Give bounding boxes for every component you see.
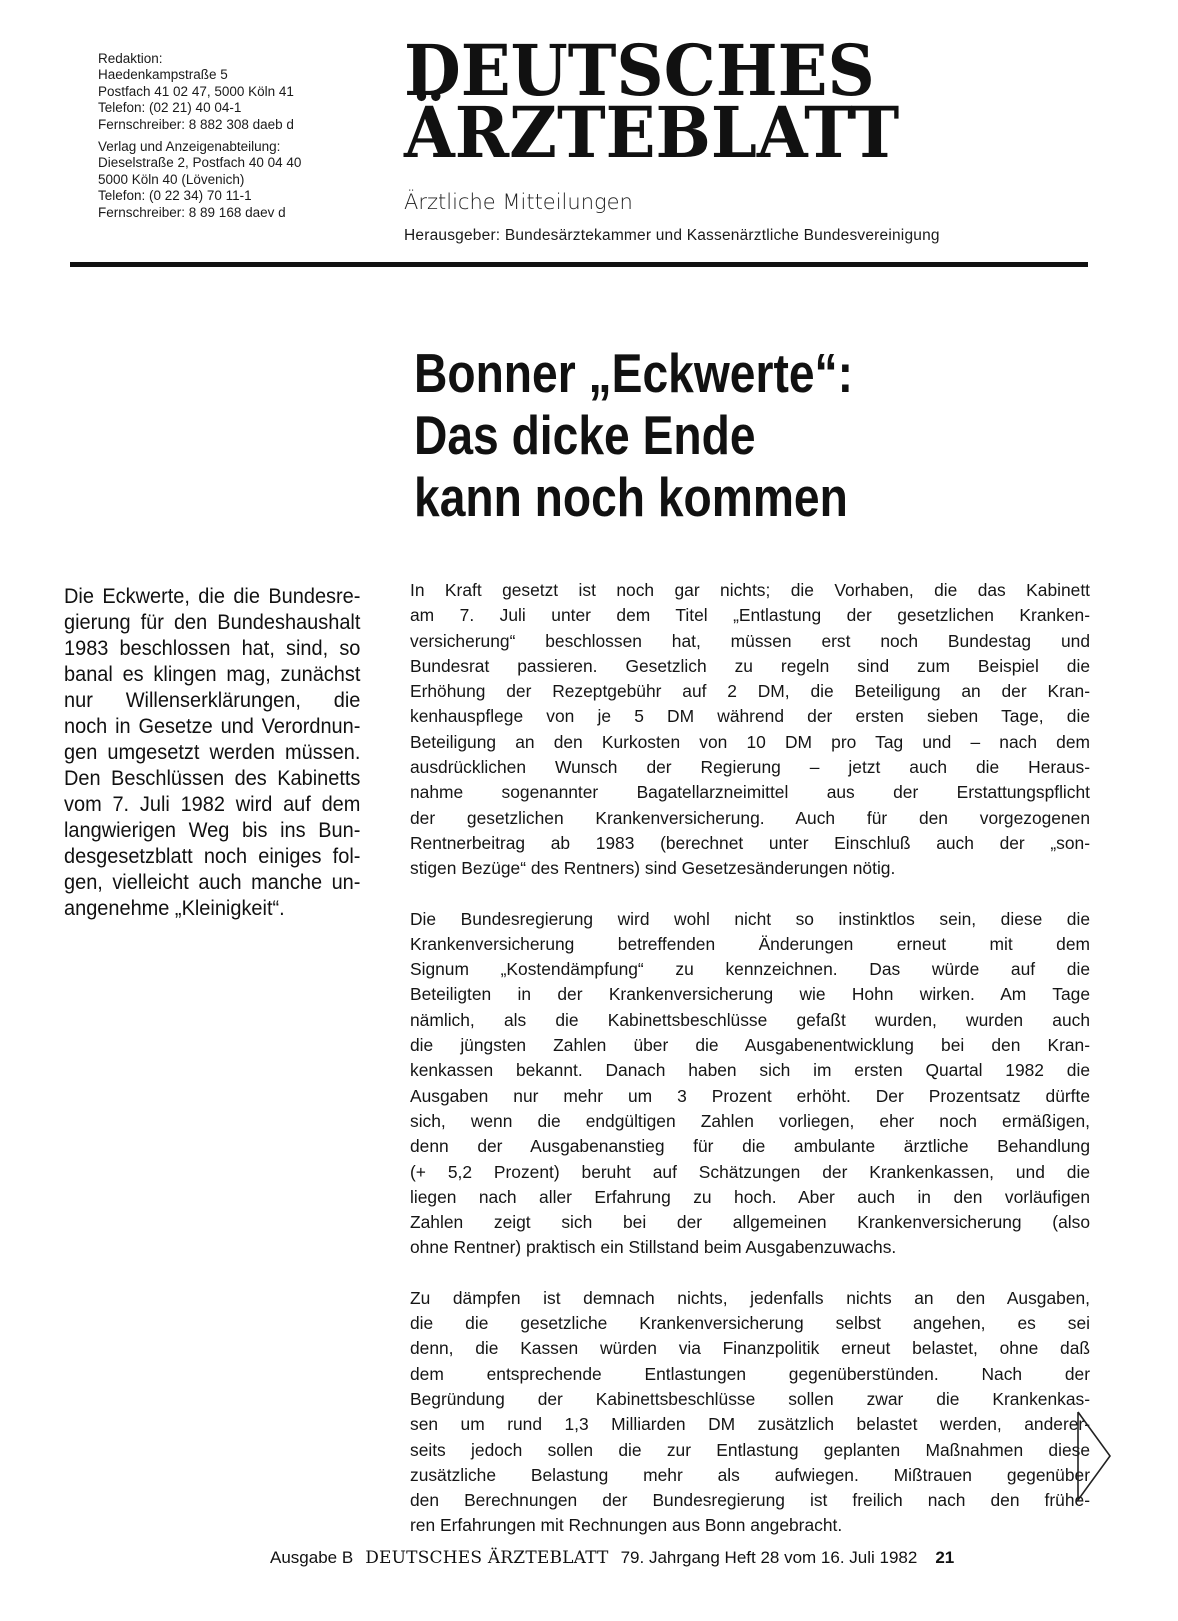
body-line: versicherung“ beschlossen hat, müssen erst noch Bundestag und bbox=[410, 630, 1090, 651]
lead-line: vom 7. Juli 1982 wird auf dem bbox=[64, 793, 361, 816]
masthead-title-line2: ÄRZTEBLATT bbox=[404, 91, 900, 174]
masthead-address bbox=[98, 51, 398, 221]
lead-line: banal es klingen mag, zunächst bbox=[64, 663, 361, 686]
lead-line: Den Beschlüssen des Kabinetts bbox=[64, 767, 361, 790]
lead-line: desgesetzblatt noch einiges fol- bbox=[64, 845, 361, 868]
lead-line: gierung für den Bundeshaushalt bbox=[64, 611, 361, 634]
continuation-arrow-icon bbox=[1076, 1410, 1112, 1502]
body-line: nämlich, als die Kabinettsbeschlüsse gefaßt wurden, wurden auch bbox=[410, 1009, 1090, 1030]
body-line: die jüngsten Zahlen über die Ausgabenentwicklung bei den Kran- bbox=[410, 1035, 1090, 1056]
footer-magazine: DEUTSCHES ÄRZTEBLATT bbox=[365, 1548, 609, 1568]
body-line: ren Erfahrungen mit Rechnungen aus Bonn angebracht. bbox=[410, 1515, 843, 1536]
address-line: Fernschreiber: 8 882 308 daeb d bbox=[98, 116, 294, 132]
body-paragraph bbox=[410, 578, 1090, 882]
article-lead bbox=[64, 584, 360, 922]
lead-line: Die Eckwerte, die die Bundesre- bbox=[64, 585, 361, 608]
masthead-publisher: Herausgeber: Bundesärztekammer und Kassenärztliche Bundesvereinigung bbox=[404, 227, 940, 244]
headline-line: Das dicke Ende bbox=[414, 404, 756, 466]
masthead-title-line1: DEUTSCHES bbox=[404, 29, 875, 112]
body-line: Beteiligten in der Krankenversicherung wie Hohn wirken. Am Tage bbox=[410, 984, 1090, 1005]
body-line: Begründung der Kabinettsbeschlüsse sollen zwar die Krankenkas- bbox=[410, 1388, 1090, 1409]
body-line: Die Bundesregierung wird wohl nicht so instinktlos sein, diese die bbox=[410, 908, 1090, 929]
footer-issue: 79. Jahrgang Heft 28 vom 16. Juli 1982 bbox=[620, 1548, 918, 1567]
body-line: zusätzliche Belastung mehr als aufwiegen. Mißtrauen gegenüber bbox=[410, 1464, 1090, 1485]
lead-line: gen umgesetzt werden müssen. bbox=[64, 741, 361, 764]
body-line: In Kraft gesetzt ist noch gar nichts; die Vorhaben, die das Kabinett bbox=[410, 580, 1090, 600]
footer-edition: Ausgabe B bbox=[270, 1548, 354, 1567]
address-line: Telefon: (0 22 34) 70 11-1 bbox=[98, 188, 252, 204]
lead-line: angenehme „Kleinigkeit“. bbox=[64, 897, 285, 920]
address-line: Verlag und Anzeigenabteilung: bbox=[98, 139, 281, 155]
body-line: Erhöhung der Rezeptgebühr auf 2 DM, die Beteiligung an der Kran- bbox=[410, 681, 1090, 702]
masthead-rule bbox=[70, 262, 1088, 267]
body-line: ausdrücklichen Wunsch der Regierung – jetzt auch die Heraus- bbox=[410, 757, 1090, 778]
body-line: dem entsprechende Entlastungen gegenüberstünden. Nach der bbox=[410, 1363, 1090, 1384]
body-line: denn, die Kassen würden via Finanzpolitik erneut belastet, ohne daß bbox=[410, 1338, 1090, 1359]
body-line: kenkassen bekannt. Danach haben sich im ersten Quartal 1982 die bbox=[410, 1060, 1090, 1081]
masthead-title bbox=[404, 29, 1049, 174]
address-line: Telefon: (02 21) 40 04-1 bbox=[98, 100, 242, 116]
masthead-subtitle: Ärztliche Mitteilungen bbox=[404, 190, 633, 214]
body-line: stigen Bezüge“ des Rentners) sind Gesetzesänderungen nötig. bbox=[410, 858, 896, 879]
body-line: den Berechnungen der Bundesregierung ist freilich nach den frühe- bbox=[410, 1490, 1090, 1511]
page-number: 21 bbox=[935, 1548, 955, 1567]
headline-line: kann noch kommen bbox=[414, 466, 848, 528]
body-line: kenhauspflege von je 5 DM während der ersten sieben Tage, die bbox=[410, 706, 1090, 727]
body-line: Signum „Kostendämpfung“ zu kennzeichnen. Das würde auf die bbox=[410, 959, 1090, 980]
body-line: Ausgaben nur mehr um 3 Prozent erhöht. Der Prozentsatz dürfte bbox=[410, 1085, 1090, 1106]
address-line: Postfach 41 02 47, 5000 Köln 41 bbox=[98, 83, 294, 99]
lead-line: noch in Gesetze und Verordnun- bbox=[64, 715, 361, 738]
body-line: am 7. Juli unter dem Titel „Entlastung der gesetzlichen Kranken- bbox=[410, 605, 1090, 626]
article-body bbox=[410, 578, 1090, 1564]
body-line: Zahlen zeigt sich bei der allgemeinen Krankenversicherung (also bbox=[410, 1212, 1090, 1233]
address-line: Fernschreiber: 8 89 168 daev d bbox=[98, 204, 286, 220]
publisher-address bbox=[98, 139, 398, 221]
body-line: (+ 5,2 Prozent) beruht auf Schätzungen der Krankenkassen, und die bbox=[410, 1161, 1090, 1182]
body-line: denn der Ausgabenanstieg für die ambulante ärztliche Behandlung bbox=[410, 1136, 1090, 1157]
article-headline bbox=[414, 342, 985, 528]
body-line: Rentnerbeitrag ab 1983 (berechnet unter Einschluß auch der „son- bbox=[410, 832, 1090, 853]
lead-line: gen, vielleicht auch manche un- bbox=[64, 871, 361, 894]
body-line: sen um rund 1,3 Milliarden DM zusätzlich belastet werden, anderer- bbox=[410, 1414, 1090, 1435]
body-line: seits jedoch sollen die zur Entlastung geplanten Maßnahmen diese bbox=[410, 1439, 1090, 1460]
address-line: Dieselstraße 2, Postfach 40 04 40 bbox=[98, 155, 302, 171]
headline-line: Bonner „Eckwerte“: bbox=[414, 342, 854, 404]
lead-line: 1983 beschlossen hat, sind, so bbox=[64, 637, 361, 660]
body-line: Beteiligung an den Kurkosten von 10 DM pro Tag und – nach dem bbox=[410, 731, 1090, 752]
body-line: der gesetzlichen Krankenversicherung. Auch für den vorgezogenen bbox=[410, 807, 1090, 828]
address-line: Redaktion: bbox=[98, 51, 163, 66]
body-line: sich, wenn die endgültigen Zahlen vorliegen, eher noch ermäßigen, bbox=[410, 1110, 1090, 1131]
address-line: Haedenkampstraße 5 bbox=[98, 67, 228, 83]
body-line: die die gesetzliche Krankenversicherung selbst angehen, es sei bbox=[410, 1313, 1090, 1334]
page-footer bbox=[270, 1548, 1090, 1568]
lead-line: langwierigen Weg bis ins Bun- bbox=[64, 819, 361, 842]
address-line: 5000 Köln 40 (Lövenich) bbox=[98, 171, 245, 187]
body-paragraph bbox=[410, 1286, 1090, 1539]
editorial-address bbox=[98, 51, 398, 133]
body-line: Krankenversicherung betreffenden Änderungen erneut mit dem bbox=[410, 933, 1090, 954]
body-paragraph bbox=[410, 907, 1090, 1261]
body-line: Zu dämpfen ist demnach nichts, jedenfalls nichts an den Ausgaben, bbox=[410, 1287, 1090, 1308]
body-line: nahme sogenannter Bagatellarzneimittel aus der Erstattungspflicht bbox=[410, 782, 1090, 803]
lead-line: nur Willenserklärungen, die bbox=[64, 689, 361, 712]
body-line: ohne Rentner) praktisch ein Stillstand beim Ausgabenzuwachs. bbox=[410, 1237, 897, 1258]
body-line: Bundesrat passieren. Gesetzlich zu regeln sind zum Beispiel die bbox=[410, 655, 1090, 676]
body-line: liegen nach aller Erfahrung zu hoch. Aber auch in den vorläufigen bbox=[410, 1186, 1090, 1207]
